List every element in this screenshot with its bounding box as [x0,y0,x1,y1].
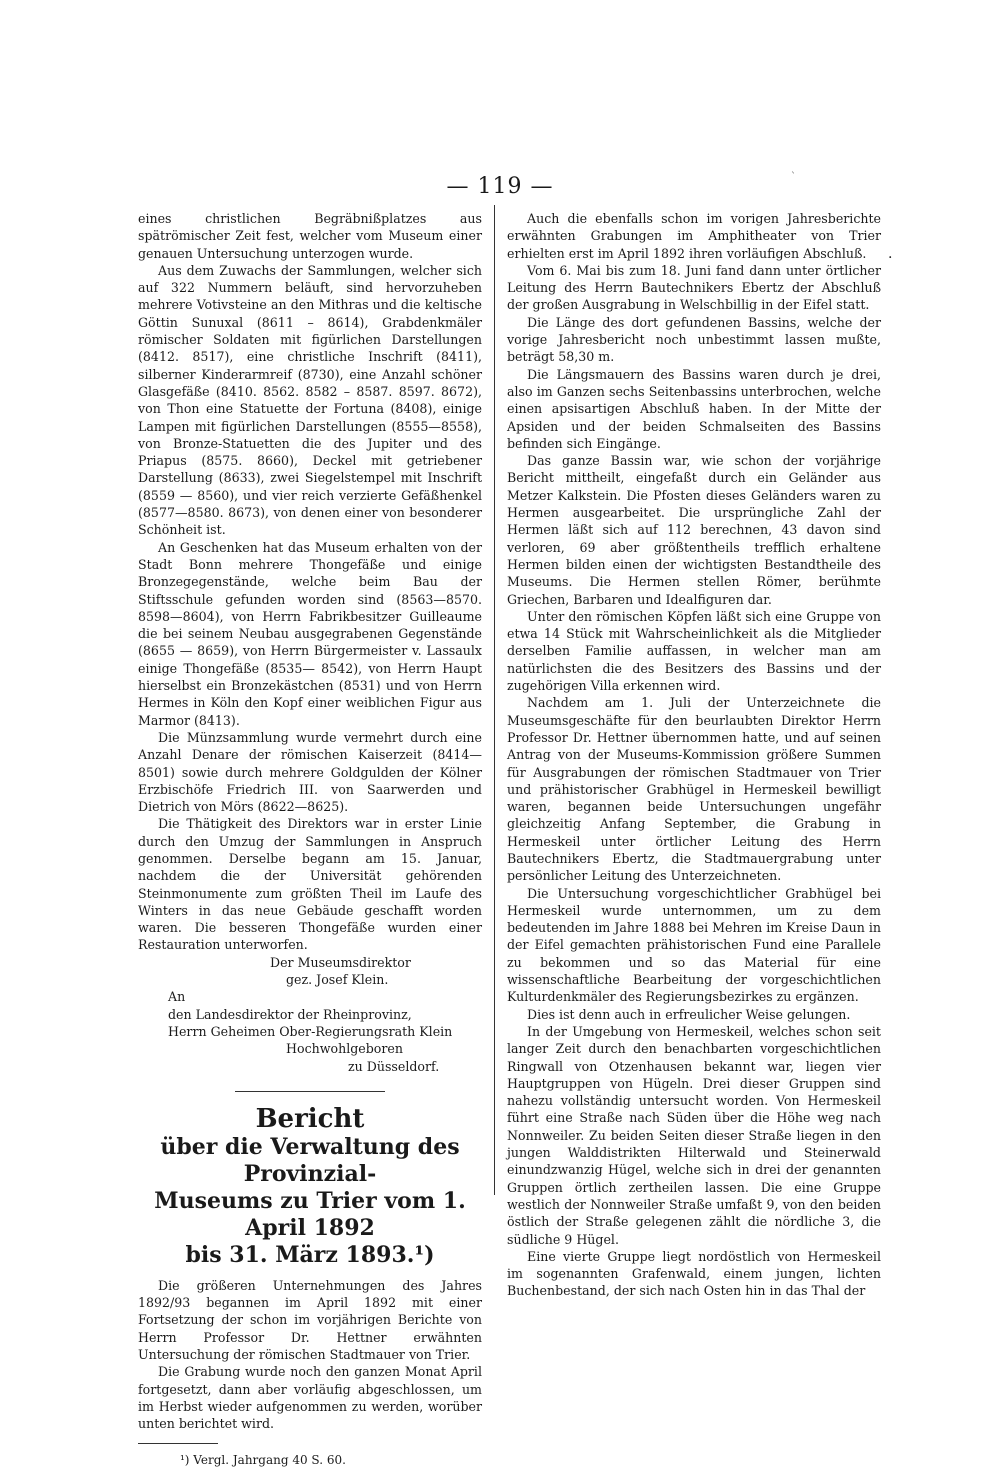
section-heading [138,1104,482,1269]
margin-dot: . [888,246,893,262]
column-divider [494,205,495,1195]
paragraph: eines christlichen Begräbnißplatzes aus spätrömischer Zeit fest, welcher vom Museum einer genauen Untersuchung unterzogen wurde. [138,211,482,261]
signature-block [138,954,482,1075]
signature-title: Der Museumsdirektor [270,954,411,970]
heading-line: bis 31. März 1893.¹) [185,1241,435,1268]
paragraph: Unter den römischen Köpfen läßt sich eine Gruppe von etwa 14 Stück mit Wahrscheinlichkeit als die Mitglieder derselben Familie auffassen, in welcher man am natürlichsten die des Besitzers des Bassins und der zugehörigen Villa erkennen wird. [507,608,881,694]
paragraph: Die Grabung wurde noch den ganzen Monat April fortgesetzt, dann aber vorläufig abgeschlossen, um im Herbst wieder aufgenommen zu werden, worüber unten berichtet wird. [138,1364,482,1432]
section-divider [235,1091,385,1092]
footnote: ¹) Vergl. Jahrgang 40 S. 60. [180,1452,346,1467]
heading-line: über die Verwaltung des Provinzial- [160,1133,460,1187]
paragraph: Die Untersuchung vorgeschichtlicher Grabhügel bei Hermeskeil wurde unternommen, um zu dem bedeutenden im Jahre 1888 bei Mehren im Kreise Daun in der Eifel gemachten prähistorischen Fund eine Parallele zu bekommen und so das Material für eine wissenschaftliche Bearbeitung der vorgeschichtlichen Kulturdenkmäler des Regierungsbezirkes zu ergänzen. [507,885,881,1005]
paragraph: Das ganze Bassin war, wie schon der vorjährige Bericht mittheilt, eingefaßt durch ein Geländer aus Metzer Kalkstein. Die Pfosten dieses Geländers waren zu Hermen ausgearbeitet. Die ursprüngliche Zahl der Hermen läßt sich auf 112 berechnen, 43 davon sind verloren, 69 aber größtentheils trefflich erhaltene Hermen bilden einen der wichtigsten Bestandtheile des Museums. Die Hermen stellen Römer, berühmte Griechen, Barbaren und Idealfiguren dar. [507,453,881,607]
paragraph: Die größeren Unternehmungen des Jahres 1892/93 begannen im April 1892 mit einer Fortsetzung der schon im vorjährigen Berichte von Herrn Professor Dr. Hettner erwähnten Untersuchung der römischen Stadtmauer von Trier. [138,1277,482,1363]
footnote-rule [138,1443,218,1444]
right-column [507,210,881,1300]
heading-line: Bericht [255,1103,365,1134]
address-line: zu Düsseldorf. [348,1058,440,1074]
paragraph: Vom 6. Mai bis zum 18. Juni fand dann unter örtlicher Leitung des Herrn Bautechnikers Ebertz der Abschluß der großen Ausgrabung in Welschbillig in der Eifel statt. [507,262,881,313]
address-line: den Landesdirektor der Rheinprovinz, [168,1006,412,1022]
address-line: Herrn Geheimen Ober-Regierungsrath Klein [168,1023,453,1039]
paragraph: Die Münzsammlung wurde vermehrt durch eine Anzahl Denare der römischen Kaiserzeit (8414—8501) sowie durch mehrere Goldgulden der Kölner Erzbischöfe Friedrich III. von Saarwerden und Dietrich von Mörs (8622—8625). [138,729,482,815]
signature-name: gez. Josef Klein. [286,972,389,988]
left-column [138,210,482,1468]
paragraph: Die Längsmauern des Bassins waren durch je drei, also im Ganzen sechs Seitenbassins unterbrochen, welche einen apsisartigen Abschluß haben. In der Mitte der Apsiden und der beiden Schmalseiten des Bassins befinden sich Eingänge. [507,366,881,451]
paragraph: Die Länge des dort gefundenen Bassins, welche der vorige Jahresbericht noch unbestimmt lassen mußte, beträgt 58,30 m. [507,314,881,365]
page-number: — 119 — [446,174,554,199]
paragraph: Auch die ebenfalls schon im vorigen Jahresberichte erwähnten Grabungen im Amphitheater von Trier erhielten erst im April 1892 ihren vorläufigen Abschluß. [507,211,881,261]
paragraph: Dies ist denn auch in erfreulicher Weise gelungen. [527,1006,851,1022]
paragraph: An Geschenken hat das Museum erhalten von der Stadt Bonn mehrere Thongefäße und einige Bronzegegenstände, welche beim Bau der Stiftsschule gefunden worden sind (8563—8570. 8598—8604), von Herrn Fabrikbesitzer Guilleaume die bei seinem Neubau ausgegrabenen Gegenstände (8655 — 8659), von Herrn Bürgermeister v. Lassaulx einige Thongefäße (8535— 8542), von Herrn Haupt hierselbst ein Bronzekästchen (8531) und von Herrn Hermes in Köln den Kopf einer weiblichen Figur aus Marmor (8413). [138,539,482,728]
paragraph: Aus dem Zuwachs der Sammlungen, welcher sich auf 322 Nummern beläuft, sind hervorzuheben mehrere Votivsteine an den Mithras und die keltische Göttin Sunuxal (8611 – 8614), Grabdenkmäler römischer Soldaten mit figürlichen Darstellungen (8412. 8517), eine christliche Inschrift (8411), silberner Kinderarmreif (8730), eine Anzahl schöner Glasgefäße (8410. 8562. 8582 – 8587. 8597. 8672), von Thon eine Statuette der Fortuna (8408), einige Lampen mit figürlichen Darstellungen (8555—8558), von Bronze-Statuetten die des Jupiter und des Priapus (8575. 8660), Deckel mit getriebener Darstellung (8633), zwei Siegelstempel mit Inschrift (8559 — 8560), und vier reich verzierte Gefäßhenkel (8577—8580. 8673), von denen einer von besonderer Schönheit ist. [138,262,482,538]
paragraph: In der Umgebung von Hermeskeil, welches schon seit langer Zeit durch den benachbarten vorgeschichtlichen Ringwall von Otzenhausen bekannt war, liegen vier Hauptgruppen von Hügeln. Drei dieser Gruppen sind nahezu vollständig untersucht worden. Von Hermeskeil führt eine Straße nach Süden über die Höhe weg nach Nonnweiler. Zu beiden Seiten dieser Straße liegen in den jungen Walddistrikten Hilterwald und Steinerwald einundzwanzig Hügel, welche sich in drei der genannten Gruppen örtlich zertheilen lassen. Die eine Gruppe westlich der Nonnweiler Straße umfaßt 9, von den beiden östlich der Straße gelegenen zählt die nördliche 3, die südliche 9 Hügel. [507,1023,881,1247]
paragraph: Nachdem am 1. Juli der Unterzeichnete die Museumsgeschäfte für den beurlaubten Direktor Herrn Professor Dr. Hettner übernommen hatte, und auf seinen Antrag von der Museums-Kommission größere Summen für Ausgrabungen der römischen Stadtmauer von Trier und prähistorischer Grabhügel in Hermeskeil bewilligt waren, begannen beide Untersuchungen ungefähr gleichzeitig Anfang September, die Grabung in Hermeskeil unter örtlicher Leitung des Herrn Bautechnikers Ebertz, die Stadtmauergrabung unter persönlicher Leitung des Unterzeichneten. [507,695,881,884]
address-line: Hochwohlgeboren [286,1041,403,1057]
paragraph: Eine vierte Gruppe liegt nordöstlich von Hermeskeil im sogenannten Grafenwald, einem jungen, lichten Buchenbestand, der sich nach Osten hin in das Thal der [507,1248,881,1299]
address-an: An [168,989,186,1005]
printer-mark: ˋ [791,172,796,183]
paragraph: Die Thätigkeit des Direktors war in erster Linie durch den Umzug der Sammlungen in Anspruch genommen. Derselbe begann am 15. Januar, nachdem die der Universität gehörenden Steinmonumente zum größten Theil im Laufe des Winters in das neue Gebäude geschafft worden waren. Die besseren Thongefäße wurden einer Restauration unterworfen. [138,816,482,953]
heading-line: Museums zu Trier vom 1. April 1892 [154,1187,466,1241]
